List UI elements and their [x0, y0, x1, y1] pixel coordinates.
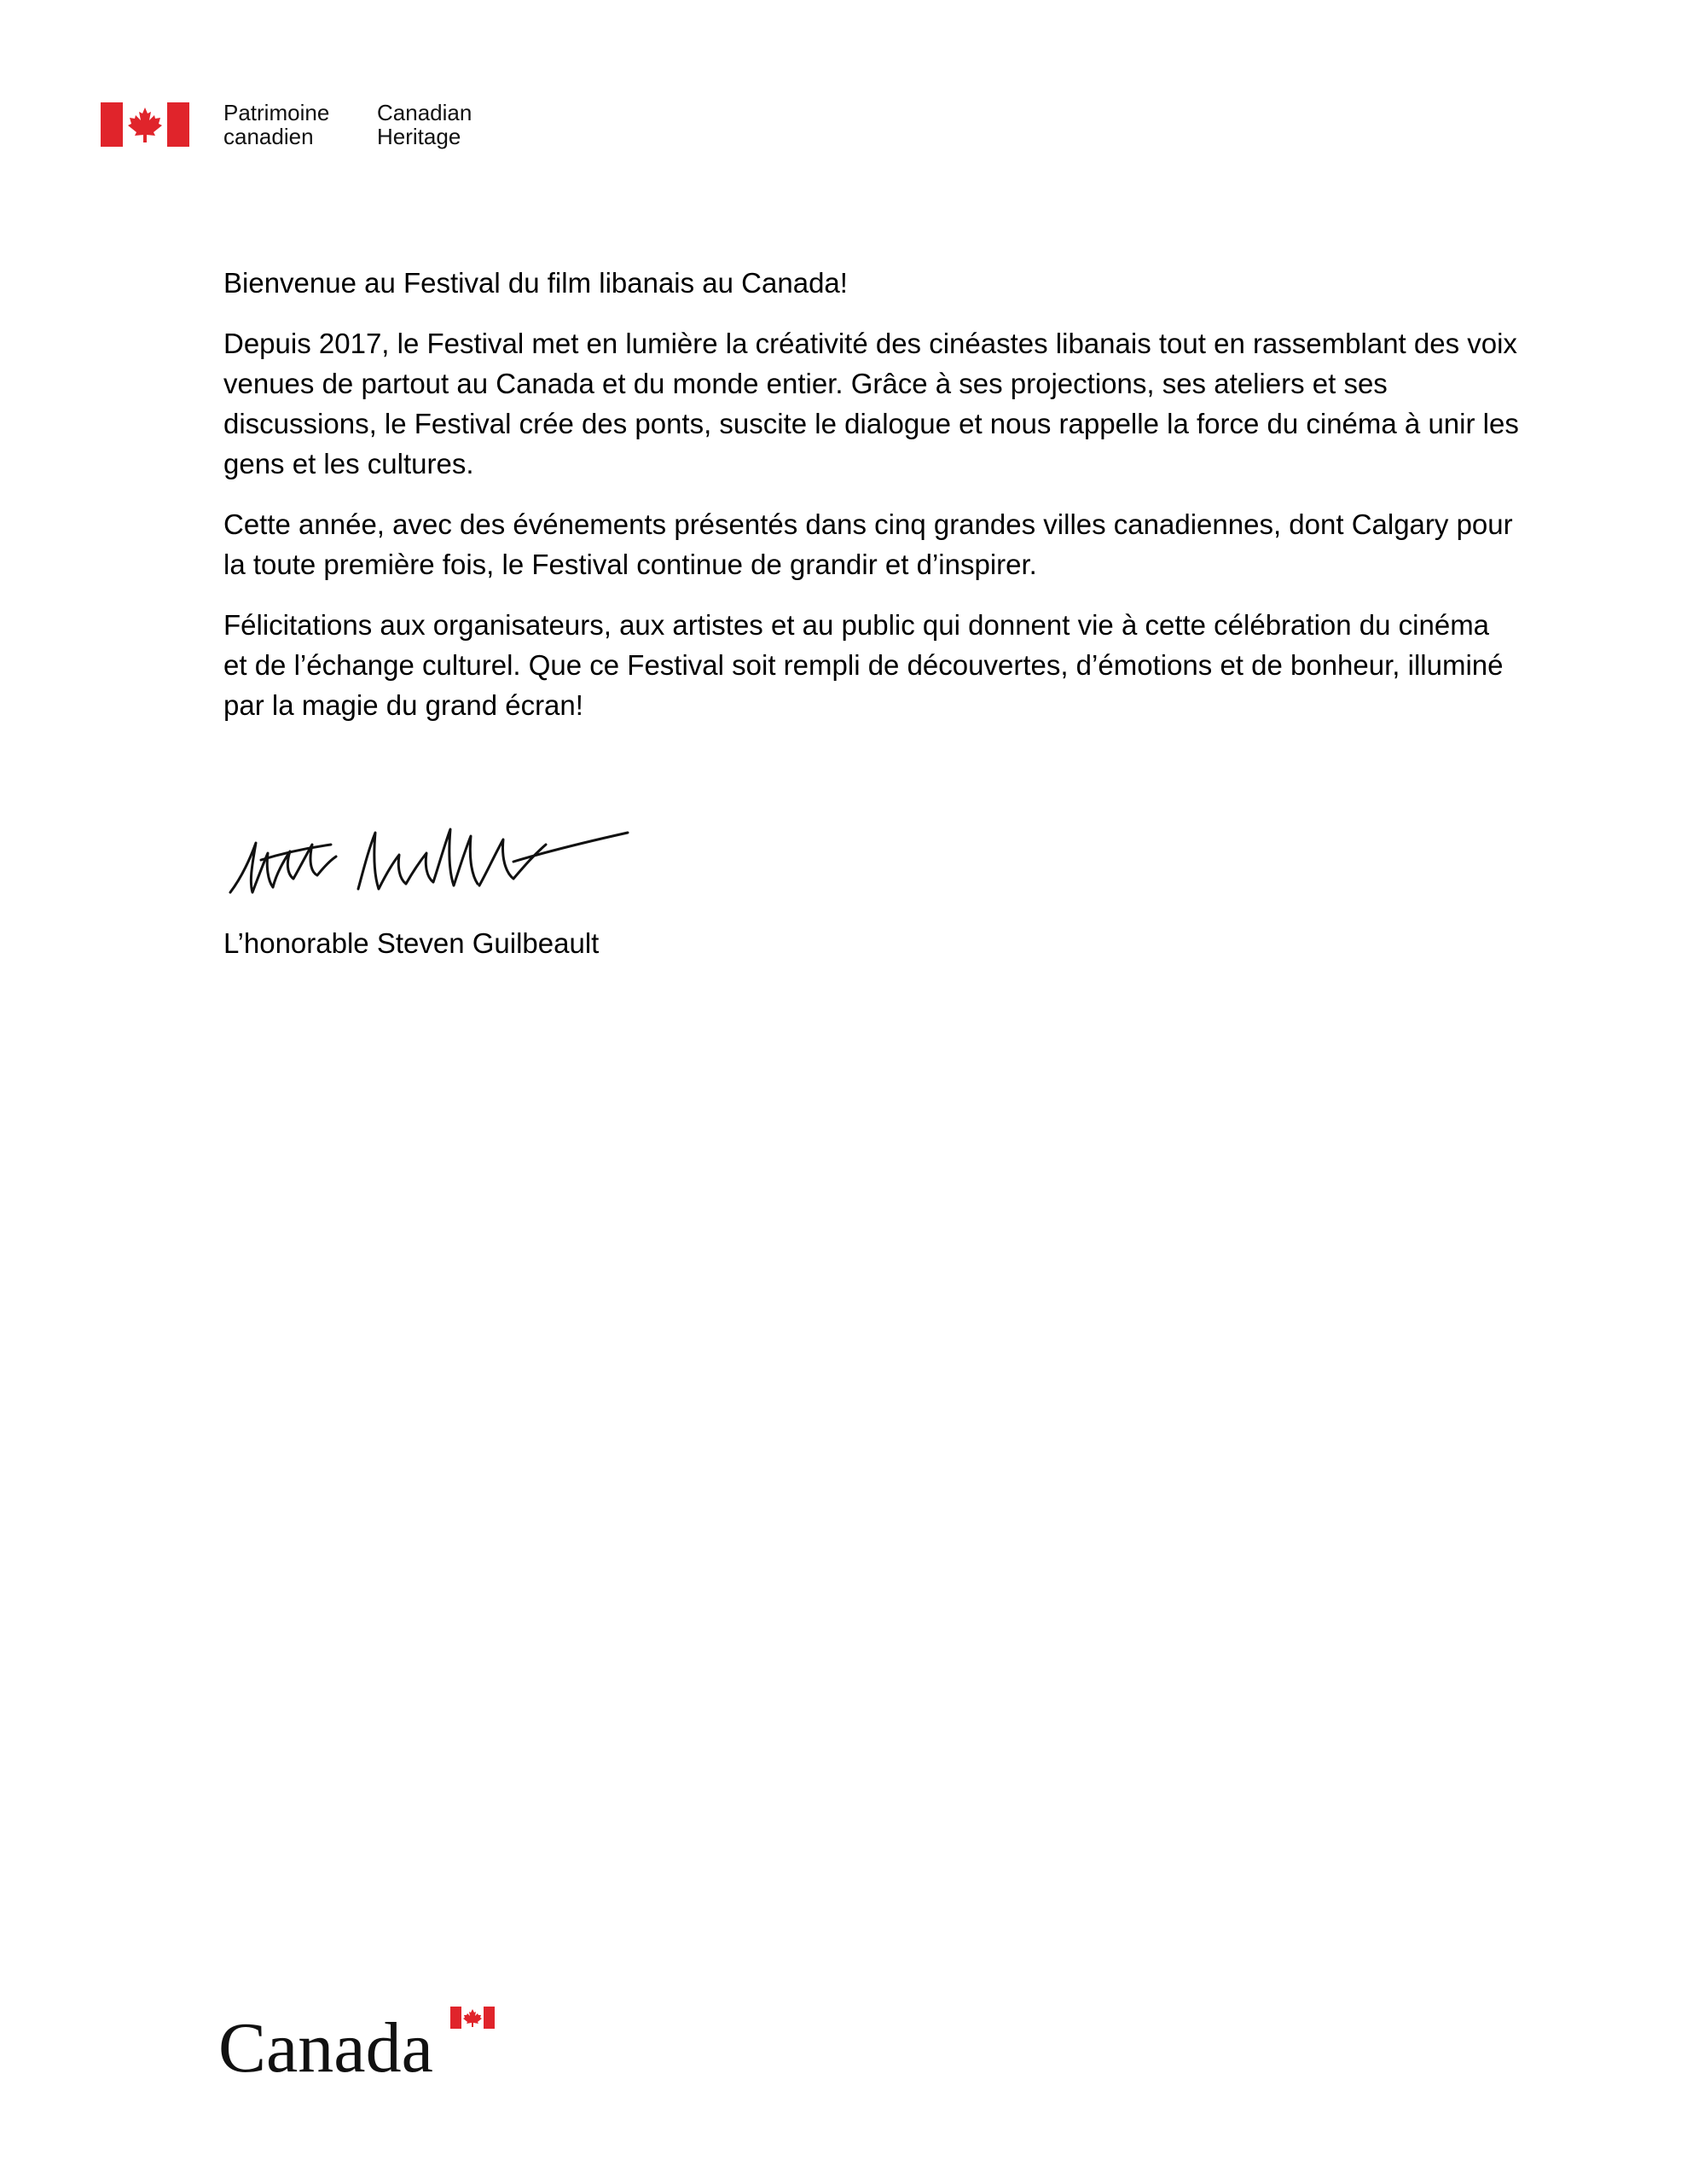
- department-name-french: [223, 101, 329, 148]
- department-fr-line1: Patrimoine: [223, 100, 330, 125]
- letter-body: [223, 263, 1520, 746]
- department-name-english: [377, 101, 472, 148]
- wordmark-text: Canada: [218, 2008, 433, 2082]
- canada-wordmark-logo: [218, 2005, 500, 2082]
- wordmark-flag-icon: [450, 2007, 495, 2029]
- government-identifier: [101, 101, 501, 148]
- letter-paragraph-1: Depuis 2017, le Festival met en lumière la créativité des cinéastes libanais tout en rassemblant des voix venues de partout au Canada et du monde entier. Grâce à ses projections, ses ateliers et ses discussions, le Festival crée des ponts, suscite le dialogue et nous rappelle la force du cinéma à unir les gens et les cultures.: [223, 328, 1519, 479]
- canada-flag-icon: [101, 102, 189, 147]
- department-en-line2: Heritage: [377, 124, 461, 149]
- letter-paragraph-3: Félicitations aux organisateurs, aux artistes et au public qui donnent vie à cette célébration du cinéma et de l’échange culturel. Que ce Festival soit rempli de découvertes, d’émotions et de bonheur, illuminé par la magie du grand écran!: [223, 609, 1504, 721]
- department-fr-line2: canadien: [223, 124, 314, 149]
- department-en-line1: Canadian: [377, 100, 472, 125]
- letter-greeting: Bienvenue au Festival du film libanais au Canada!: [223, 267, 848, 299]
- letter-paragraph-2: Cette année, avec des événements présentés dans cinq grandes villes canadiennes, dont Calgary pour la toute première fois, le Festival continue de grandir et d’inspirer.: [223, 508, 1513, 580]
- signer-name: L’honorable Steven Guilbeault: [223, 927, 600, 959]
- handwritten-signature-icon: [223, 810, 633, 904]
